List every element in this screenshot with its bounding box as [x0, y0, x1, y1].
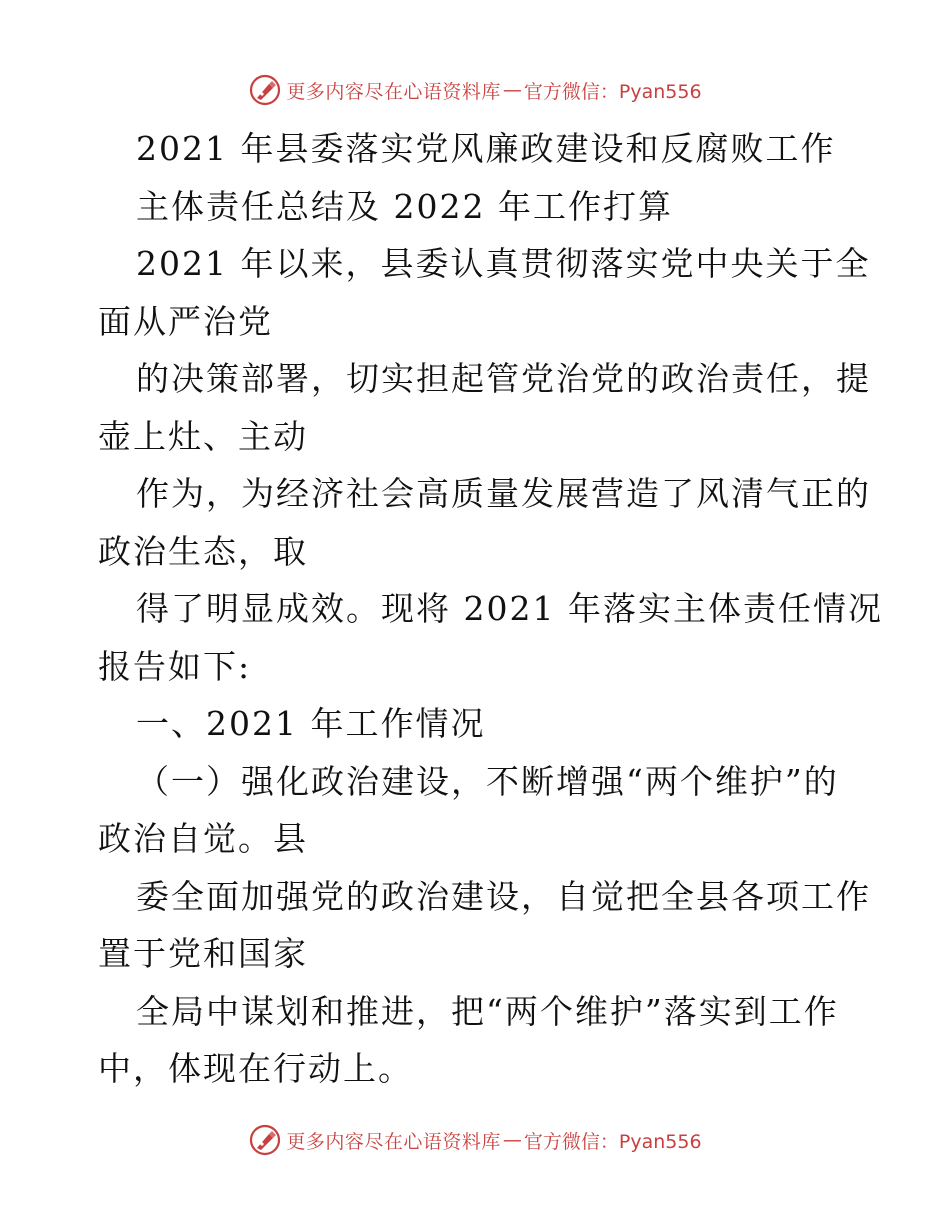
pen-nib-icon — [248, 73, 282, 107]
document-body — [98, 120, 883, 1098]
text-line: 主体责任总结及 2022 年工作打算 — [136, 186, 673, 226]
text-line: 壶上灶、主动 — [98, 416, 308, 456]
text-line: 全局中谋划和推进，把“两个维护”落实到工作 — [136, 991, 839, 1031]
watermark-contact: 官方微信：Pyan556 — [523, 80, 702, 103]
footer-watermark — [0, 1120, 950, 1160]
watermark-text: 更多内容尽在心语资料库 — [286, 1130, 501, 1153]
text-line: 政治生态，取 — [98, 531, 308, 571]
text-line: 报告如下: — [98, 646, 252, 686]
text-line: 中，体现在行动上。 — [98, 1049, 413, 1088]
watermark-separator: — — [502, 79, 522, 101]
text-line: 2021 年县委落实党风廉政建设和反腐败工作 — [136, 129, 836, 168]
text-line: 面从严治党 — [98, 301, 273, 341]
text-line: 的决策部署，切实担起管党治党的政治责任，提 — [136, 359, 871, 398]
text-line: 政治自觉。县 — [98, 819, 308, 858]
pen-nib-icon — [248, 1123, 282, 1157]
watermark-separator: — — [502, 1129, 522, 1151]
text-line: （一）强化政治建设，不断增强“两个维护”的 — [136, 761, 839, 801]
text-line: 作为，为经济社会高质量发展营造了风清气正的 — [136, 474, 871, 513]
watermark-contact: 官方微信：Pyan556 — [523, 1130, 702, 1153]
text-line: 一、2021 年工作情况 — [136, 704, 486, 743]
text-line: 得了明显成效。现将 2021 年落实主体责任情况 — [136, 589, 883, 628]
header-watermark — [0, 70, 950, 110]
text-line: 2021 年以来，县委认真贯彻落实党中央关于全 — [136, 244, 871, 283]
text-line: 委全面加强党的政治建设，自觉把全县各项工作 — [136, 876, 871, 916]
watermark-text: 更多内容尽在心语资料库 — [286, 80, 501, 103]
text-line: 置于党和国家 — [98, 934, 308, 973]
